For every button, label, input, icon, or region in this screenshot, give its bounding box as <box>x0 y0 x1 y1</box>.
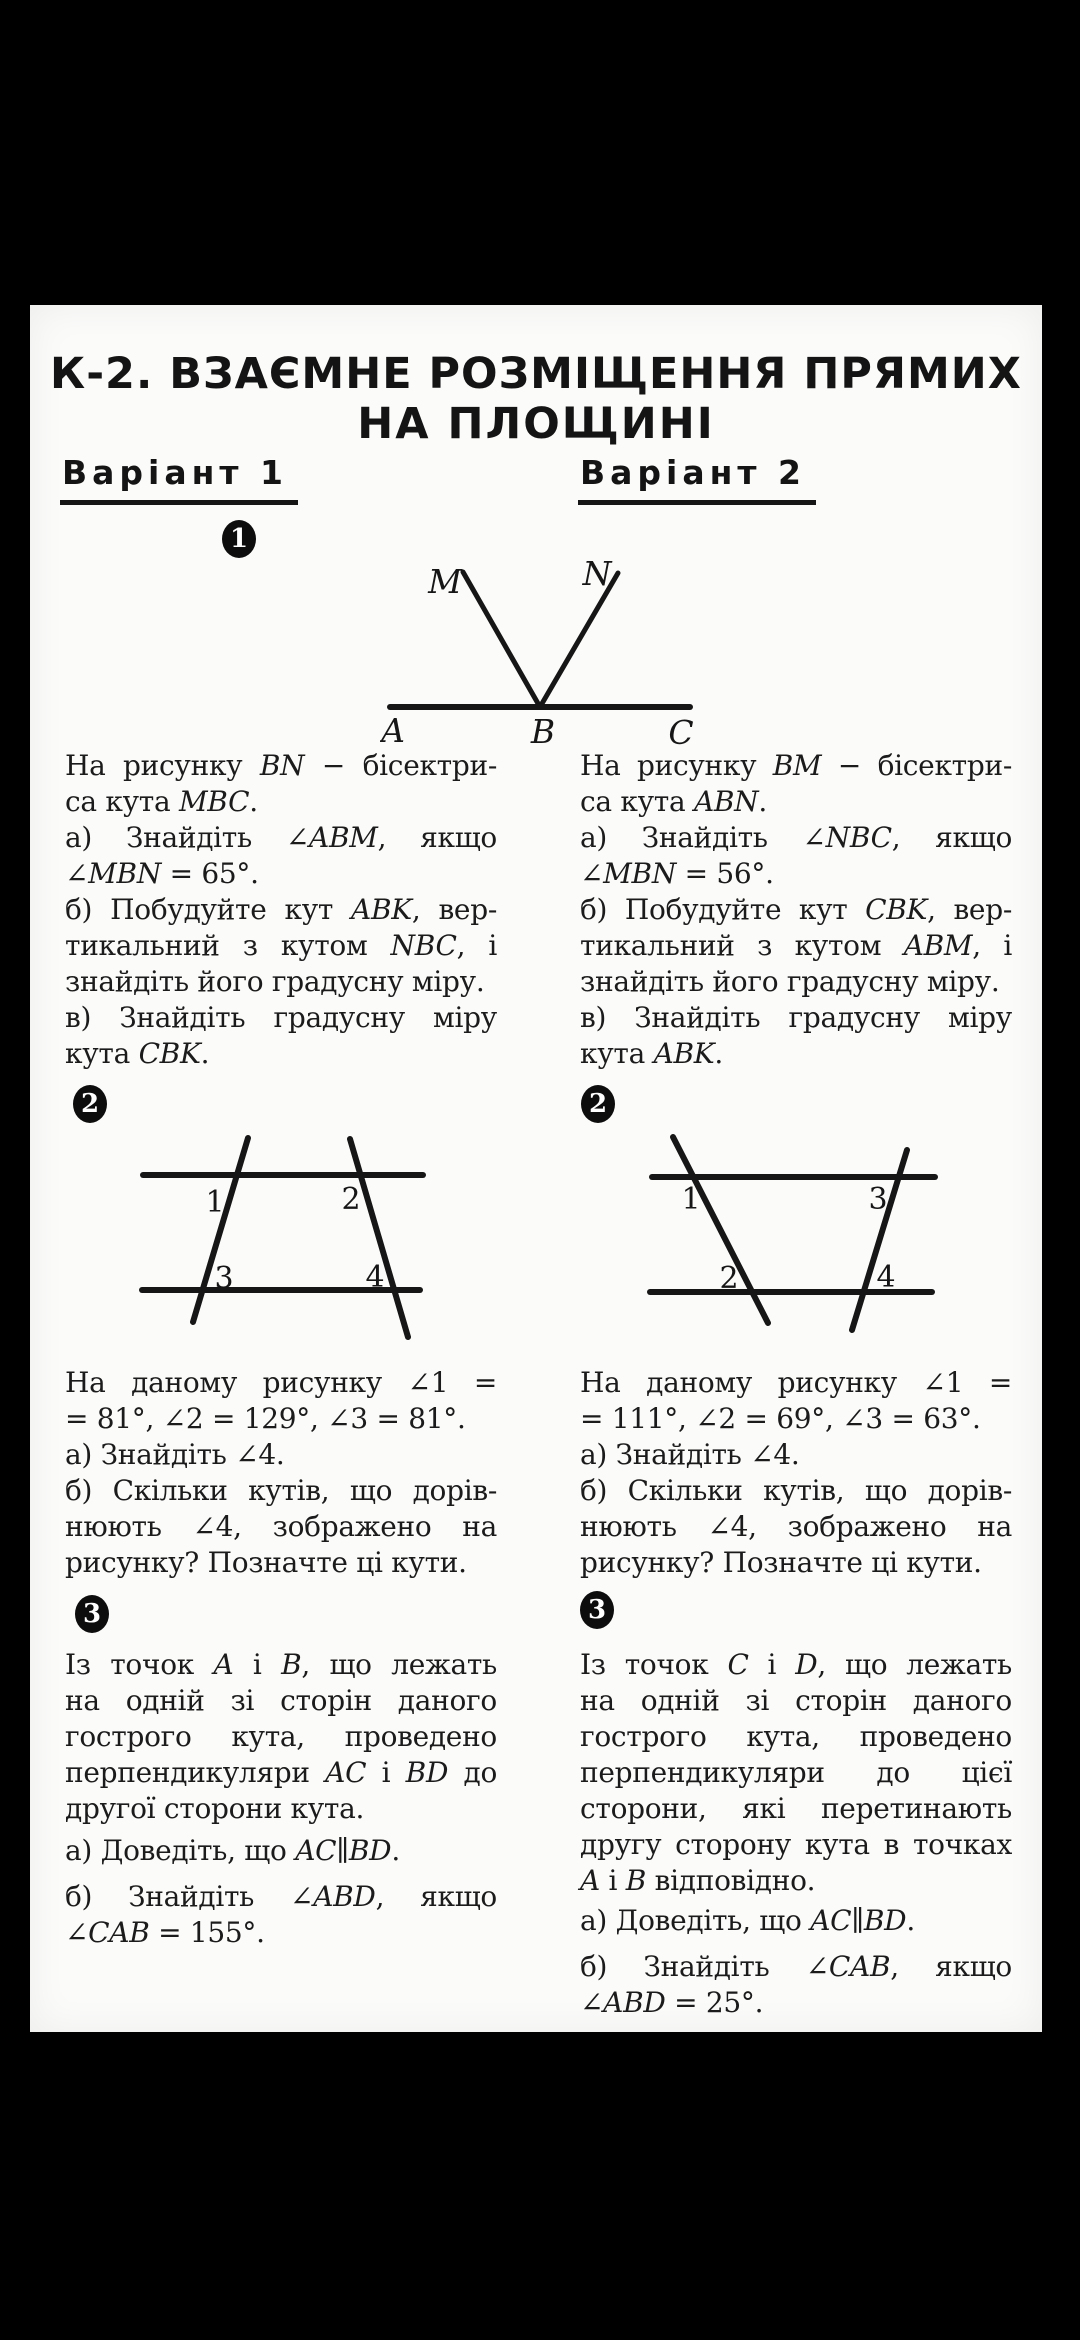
text-line: другої сторони кута. <box>65 1792 365 1825</box>
text-line: а) Знайдіть ∠4. <box>65 1438 285 1471</box>
variant2-problem1-text <box>580 748 1012 1072</box>
text-line: кута ABK. <box>580 1037 723 1070</box>
label-M: M <box>428 562 462 601</box>
text-line: б) Побудуйте кут CBK, вер- <box>580 893 1012 926</box>
variant1-problem2-badge <box>73 1085 107 1123</box>
text-line: б) Побудуйте кут ABK, вер- <box>65 893 497 926</box>
transversal-right <box>350 1139 408 1337</box>
text-line: на одній зі сторін даного <box>65 1684 497 1717</box>
text-line: На рисунку BN − бісектри- <box>65 749 497 782</box>
figure-variant1-problem2-parallel-lines <box>130 1130 430 1345</box>
text-line: б) Скільки кутів, що дорів- <box>65 1474 497 1507</box>
text-line: на одній зі сторін даного <box>580 1684 1012 1717</box>
figure-problem1-angle-bisector <box>380 550 700 755</box>
angle-3-label: 3 <box>214 1261 234 1296</box>
variant1-problem2-text <box>65 1365 497 1581</box>
variant1-problem3-text <box>65 1647 497 1951</box>
variant2-problem3-text <box>580 1647 1012 2021</box>
angle-1-label: 1 <box>205 1185 225 1220</box>
angle-4-label: 4 <box>365 1260 385 1295</box>
text-line: нюють ∠4, зображено на <box>65 1510 497 1543</box>
page-title-line1: К-2. ВЗАЄМНЕ РОЗМІЩЕННЯ ПРЯМИХ <box>50 349 1022 399</box>
text-line: На даному рисунку ∠1 = <box>580 1366 1012 1399</box>
text-line: ∠CAB = 155°. <box>65 1916 265 1949</box>
label-N: N <box>582 554 612 593</box>
label-B: B <box>530 712 556 751</box>
text-line: знайдіть його градусну міру. <box>580 965 1000 998</box>
angle-4-label: 4 <box>876 1260 896 1295</box>
text-line: б) Знайдіть ∠ABD, якщо <box>65 1880 497 1913</box>
variant1-header: Варіант 1 <box>60 453 298 505</box>
problem1-number: 1 <box>229 524 249 554</box>
text-line: в) Знайдіть градусну міру <box>580 1001 1012 1034</box>
text-line: а) Знайдіть ∠ABM, якщо <box>65 821 497 854</box>
text-line: кута CBK. <box>65 1037 210 1070</box>
text-line: Із точок A і B, що лежать <box>65 1648 497 1681</box>
text-line: рисунку? Позначте ці кути. <box>580 1546 982 1579</box>
text-line: рисунку? Позначте ці кути. <box>65 1546 467 1579</box>
text-line: = 81°, ∠2 = 129°, ∠3 = 81°. <box>65 1402 466 1435</box>
text-line: а) Доведіть, що AC∥BD. <box>580 1904 915 1937</box>
text-line: в) Знайдіть градусну міру <box>65 1001 497 1034</box>
text-line: сторони, які перетинають <box>580 1792 1012 1825</box>
problem3-number: 3 <box>82 1599 102 1629</box>
text-line: тикальний з кутом ABM, і <box>580 929 1013 962</box>
ray-BM <box>463 572 540 707</box>
variant2-problem2-badge <box>581 1085 615 1123</box>
text-line: ∠ABD = 25°. <box>580 1986 764 2019</box>
angle-2-label: 2 <box>341 1182 361 1217</box>
text-line: перпендикуляри AC і BD до <box>65 1756 498 1789</box>
text-line: другу сторону кута в точках <box>580 1828 1012 1861</box>
text-line: б) Скільки кутів, що дорів- <box>580 1474 1012 1507</box>
text-line: а) Знайдіть ∠NBC, якщо <box>580 821 1012 854</box>
text-line: б) Знайдіть ∠CAB, якщо <box>580 1950 1012 1983</box>
text-line: A і B відповідно. <box>580 1864 816 1897</box>
variant2-problem2-text <box>580 1365 1012 1581</box>
angle-3-label: 3 <box>868 1182 888 1217</box>
angle-2-label: 2 <box>719 1261 739 1296</box>
variant1-problem1-text <box>65 748 497 1072</box>
problem2-number: 2 <box>80 1089 100 1119</box>
text-line: а) Доведіть, що AC∥BD. <box>65 1834 400 1867</box>
page-title-line2: НА ПЛОЩИНІ <box>357 399 715 449</box>
variant1-problem3-badge <box>75 1595 109 1633</box>
variant2-problem3-badge <box>580 1591 614 1629</box>
text-line: = 111°, ∠2 = 69°, ∠3 = 63°. <box>580 1402 981 1435</box>
problem3-number: 3 <box>587 1595 607 1625</box>
problem1-badge <box>222 520 256 558</box>
text-line: гострого кута, проведено <box>580 1720 1012 1753</box>
text-line: са кута MBC. <box>65 785 258 818</box>
figure-variant2-problem2-parallel-lines <box>640 1130 940 1345</box>
text-line: На даному рисунку ∠1 = <box>65 1366 497 1399</box>
variant2-header: Варіант 2 <box>578 453 816 505</box>
angle-1-label: 1 <box>681 1182 701 1217</box>
text-line: Із точок C і D, що лежать <box>580 1648 1012 1681</box>
text-line: тикальний з кутом NBC, і <box>65 929 497 962</box>
problem2-number: 2 <box>588 1089 608 1119</box>
ray-BN <box>540 573 618 707</box>
text-line: ∠MBN = 56°. <box>580 857 774 890</box>
text-line: знайдіть його градусну міру. <box>65 965 485 998</box>
text-line: а) Знайдіть ∠4. <box>580 1438 800 1471</box>
text-line: ∠MBN = 65°. <box>65 857 259 890</box>
text-line: перпендикуляри до цієї <box>580 1756 1012 1789</box>
text-line: нюють ∠4, зображено на <box>580 1510 1012 1543</box>
text-line: гострого кута, проведено <box>65 1720 497 1753</box>
label-A: A <box>381 711 405 750</box>
document-page <box>30 305 1042 2032</box>
text-line: На рисунку BM − бісектри- <box>580 749 1012 782</box>
text-line: са кута ABN. <box>580 785 767 818</box>
label-C: C <box>668 713 694 752</box>
